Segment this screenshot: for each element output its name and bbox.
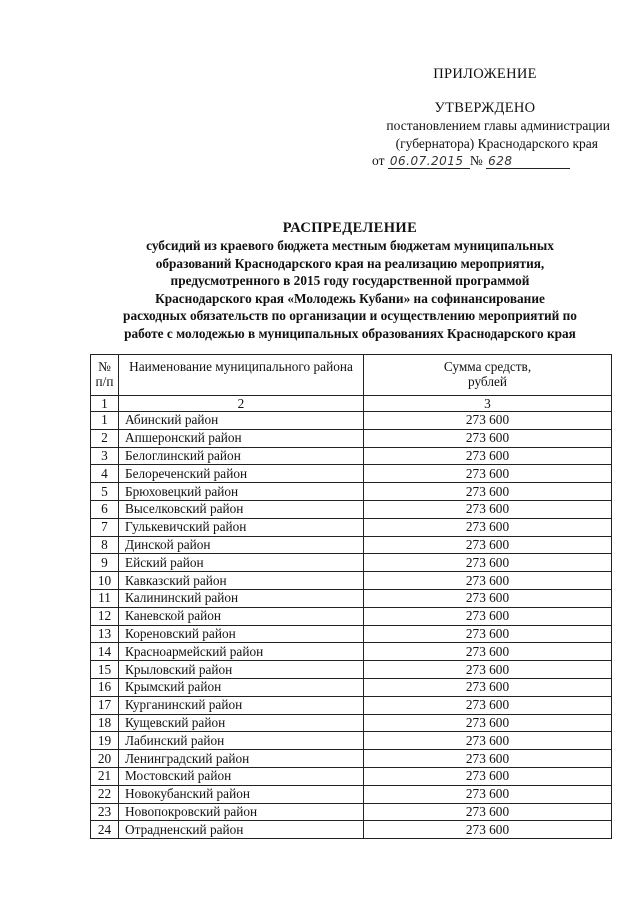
row-number: 16	[91, 678, 119, 696]
table-row	[91, 536, 612, 554]
amount: 273 600	[364, 661, 612, 679]
district-name: Выселковский район	[119, 500, 364, 518]
amount: 273 600	[364, 500, 612, 518]
amount: 273 600	[364, 732, 612, 750]
amount: 273 600	[364, 821, 612, 839]
row-number: 13	[91, 625, 119, 643]
table-row	[91, 785, 612, 803]
district-name: Кавказский район	[119, 572, 364, 590]
header-name-text: Наименование муниципального района	[129, 359, 353, 374]
approval-authority-region: (губернатора) Краснодарского края	[395, 136, 598, 151]
row-number: 2	[91, 429, 119, 447]
row-number: 1	[91, 412, 119, 430]
row-number: 9	[91, 554, 119, 572]
table-row	[91, 607, 612, 625]
table-row	[91, 821, 612, 839]
header-sum	[364, 355, 612, 396]
approved-label: УТВЕРЖДЕНО	[434, 100, 536, 116]
header-sum-line2: рублей	[467, 374, 508, 389]
district-name: Крыловский район	[119, 661, 364, 679]
table-body	[91, 412, 612, 839]
amount: 273 600	[364, 572, 612, 590]
document-title: РАСПРЕДЕЛЕНИЕ	[282, 220, 418, 236]
district-name: Ейский район	[119, 554, 364, 572]
district-name: Белореченский район	[119, 465, 364, 483]
table-row	[91, 483, 612, 501]
row-number: 12	[91, 607, 119, 625]
table-row	[91, 661, 612, 679]
table-row	[91, 803, 612, 821]
district-name: Абинский район	[119, 412, 364, 430]
district-name: Лабинский район	[119, 732, 364, 750]
district-name: Калининский район	[119, 589, 364, 607]
district-name: Крымский район	[119, 678, 364, 696]
amount: 273 600	[364, 518, 612, 536]
row-number: 7	[91, 518, 119, 536]
row-number: 22	[91, 785, 119, 803]
amount: 273 600	[364, 803, 612, 821]
row-number: 23	[91, 803, 119, 821]
column-number-cell: 2	[119, 396, 364, 412]
amount: 273 600	[364, 429, 612, 447]
table-row	[91, 696, 612, 714]
row-number: 18	[91, 714, 119, 732]
district-name: Каневской район	[119, 607, 364, 625]
table-row	[91, 429, 612, 447]
amount: 273 600	[364, 750, 612, 768]
district-name: Курганинский район	[119, 696, 364, 714]
table-row	[91, 643, 612, 661]
header-sum-line1: Сумма средств,	[443, 359, 532, 374]
district-name: Гулькевичский район	[119, 518, 364, 536]
handwritten-number: 628	[486, 154, 570, 169]
amount: 273 600	[364, 536, 612, 554]
amount: 273 600	[364, 412, 612, 430]
amount: 273 600	[364, 465, 612, 483]
table-row	[91, 412, 612, 430]
table-row	[91, 572, 612, 590]
title-line: субсидий из краевого бюджета местным бюджетам муниципальных	[146, 238, 554, 253]
approval-authority: постановлением главы администрации	[386, 118, 610, 133]
row-number: 15	[91, 661, 119, 679]
row-number: 4	[91, 465, 119, 483]
amount: 273 600	[364, 625, 612, 643]
handwritten-date: 06.07.2015	[388, 154, 470, 169]
title-line: расходных обязательств по организации и осуществлению мероприятий по	[123, 308, 577, 324]
amount: 273 600	[364, 678, 612, 696]
district-name: Новопокровский район	[119, 803, 364, 821]
amount: 273 600	[364, 767, 612, 785]
from-label: от	[372, 153, 385, 168]
district-name: Красноармейский район	[119, 643, 364, 661]
table-row	[91, 589, 612, 607]
row-number: 17	[91, 696, 119, 714]
district-name: Динской район	[119, 536, 364, 554]
column-number-row	[91, 396, 612, 412]
table-row	[91, 625, 612, 643]
table-row	[91, 500, 612, 518]
district-name: Кущевский район	[119, 714, 364, 732]
header-name	[119, 355, 364, 396]
title-line: образований Краснодарского края на реализацию мероприятия,	[155, 255, 545, 271]
table-row	[91, 750, 612, 768]
district-name: Белоглинский район	[119, 447, 364, 465]
row-number: 5	[91, 483, 119, 501]
title-line: Краснодарского края «Молодежь Кубани» на софинансирование	[155, 290, 545, 306]
district-name: Кореновский район	[119, 625, 364, 643]
row-number: 8	[91, 536, 119, 554]
approval-date-number	[372, 153, 612, 169]
amount: 273 600	[364, 554, 612, 572]
table-row	[91, 714, 612, 732]
row-number: 6	[91, 500, 119, 518]
row-number: 3	[91, 447, 119, 465]
distribution-table	[90, 354, 612, 839]
number-label: №	[469, 153, 483, 168]
title-line: предусмотренного в 2015 году государственной программой	[170, 273, 530, 289]
table-row	[91, 447, 612, 465]
amount: 273 600	[364, 714, 612, 732]
appendix-label: ПРИЛОЖЕНИЕ	[433, 66, 537, 82]
column-number-cell: 1	[91, 396, 119, 412]
table-row	[91, 554, 612, 572]
table-row	[91, 767, 612, 785]
amount: 273 600	[364, 589, 612, 607]
amount: 273 600	[364, 696, 612, 714]
district-name: Брюховецкий район	[119, 483, 364, 501]
column-number-cell: 3	[364, 396, 612, 412]
row-number: 20	[91, 750, 119, 768]
district-name: Апшеронский район	[119, 429, 364, 447]
row-number: 19	[91, 732, 119, 750]
district-name: Новокубанский район	[119, 785, 364, 803]
title-block	[80, 219, 620, 343]
row-number: 21	[91, 767, 119, 785]
table-row	[91, 465, 612, 483]
table-header-row	[91, 355, 612, 396]
amount: 273 600	[364, 643, 612, 661]
amount: 273 600	[364, 607, 612, 625]
row-number: 24	[91, 821, 119, 839]
row-number: 14	[91, 643, 119, 661]
header-number	[91, 355, 119, 396]
district-name: Ленинградский район	[119, 750, 364, 768]
header-number-line1: №	[98, 359, 111, 374]
table-row	[91, 732, 612, 750]
district-name: Отрадненский район	[119, 821, 364, 839]
amount: 273 600	[364, 447, 612, 465]
row-number: 10	[91, 572, 119, 590]
amount: 273 600	[364, 785, 612, 803]
table-row	[91, 678, 612, 696]
title-line: работе с молодежью в муниципальных образованиях Краснодарского края	[124, 325, 576, 341]
district-name: Мостовский район	[119, 767, 364, 785]
table-row	[91, 518, 612, 536]
row-number: 11	[91, 589, 119, 607]
header-number-line2: п/п	[95, 374, 114, 389]
amount: 273 600	[364, 483, 612, 501]
